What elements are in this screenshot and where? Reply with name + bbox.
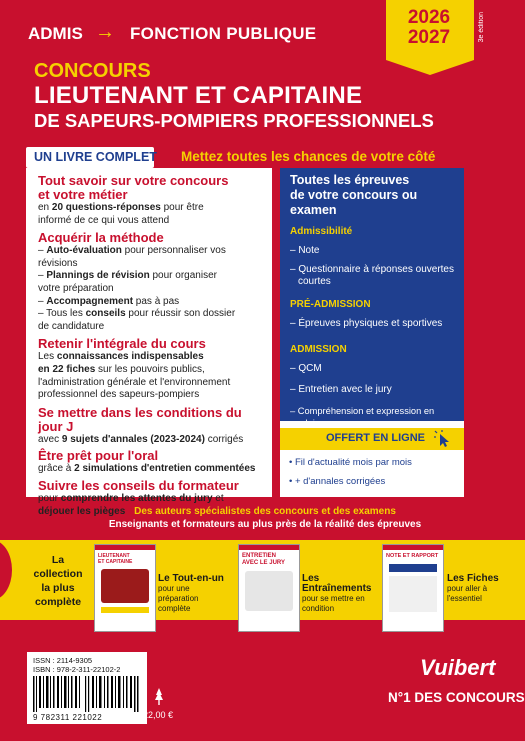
- exams-panel: [280, 168, 464, 421]
- online-offer-item: • Fil d'actualité mois par mois: [289, 457, 412, 468]
- exams-heading: de votre concours ou examen: [290, 188, 418, 217]
- feature-text: de candidature: [38, 320, 105, 332]
- feature-text: avec 9 sujets d'annales (2023-2024) corrigés: [38, 433, 244, 445]
- concours-label: CONCOURS: [34, 60, 151, 82]
- brand-admis: ADMIS: [28, 24, 83, 43]
- feature-text: – Accompagnement pas à pas: [38, 295, 180, 307]
- publisher-logo: Vuibert: [420, 655, 496, 680]
- year-label: [391, 8, 467, 48]
- book-description: Le Tout-en-un pour une préparation complète: [158, 573, 224, 613]
- book-cover-image: [389, 576, 437, 612]
- title-line-1: LIEUTENANT ET CAPITAINE: [34, 82, 363, 109]
- year-start: 2026: [407, 7, 451, 28]
- slogan: Mettez toutes les chances de votre côté: [181, 149, 436, 164]
- feature-heading: et votre métier: [38, 187, 128, 202]
- exam-item: – Épreuves physiques et sportives: [290, 317, 443, 329]
- collection-name: FONCTION PUBLIQUE: [130, 24, 317, 43]
- complete-book-label: UN LIVRE COMPLET: [34, 150, 157, 164]
- feature-text: – Plannings de révision pour organiser: [38, 270, 217, 282]
- book-description: Les Fiches pour aller à l'essentiel: [447, 573, 499, 603]
- exams-heading: Toutes les épreuves: [290, 173, 410, 187]
- authors-line-2: Enseignants et formateurs au plus près de la réalité des épreuves: [108, 519, 422, 530]
- exam-item: – Note: [290, 245, 320, 256]
- feature-text: grâce à 2 simulations d'entretien commentées: [38, 463, 256, 475]
- book-cover-stripe: [389, 564, 437, 572]
- book-cover-title: NOTE ET RAPPORT: [386, 553, 439, 559]
- exam-item: – QCM: [290, 363, 322, 375]
- publisher-slogan: N°1 DES CONCOURS: [388, 690, 525, 705]
- edition-label: 3e édition: [478, 12, 485, 43]
- online-offer-item: • + d'annales corrigées: [289, 476, 386, 487]
- feature-heading: Être prêt pour l'oral: [38, 448, 159, 464]
- admission-heading: ADMISSION: [290, 344, 347, 356]
- price: 22,00 €: [143, 710, 174, 720]
- admissibilite-heading: Admissibilité: [290, 226, 353, 237]
- book-cover-entrainements: [238, 544, 300, 632]
- feature-text: en 20 questions-réponses pour être: [38, 202, 204, 213]
- feature-text: l'administration générale et l'environnement: [38, 376, 231, 388]
- feature-text: en 22 fiches sur les pouvoirs publics,: [38, 363, 205, 375]
- feature-text: pour comprendre les attentes du jury et: [38, 492, 224, 504]
- exam-item: – Entretien avec le jury: [290, 383, 392, 395]
- book-cover-image: [101, 569, 149, 603]
- feature-heading: Retenir l'intégrale du cours: [38, 336, 206, 352]
- collection-lead-line: la plus: [41, 582, 75, 594]
- feature-text: informé de ce qui vous attend: [38, 214, 170, 226]
- collection-lead: [28, 553, 88, 609]
- feature-heading: Se mettre dans les conditions du jour J: [38, 404, 242, 434]
- book-description: Les Entraînements pour se mettre en condition: [302, 573, 372, 613]
- feature-text: – Tous les conseils pour réussir son dossier: [38, 308, 236, 320]
- book-cover-fiches: [382, 544, 444, 632]
- feature-text: – Auto-évaluation pour personnaliser vos révisions: [38, 245, 226, 269]
- exam-item: – Questionnaire à réponses ouvertes: [290, 263, 454, 275]
- issn: ISSN : 2114-9305: [33, 656, 93, 665]
- year-end: 2027: [407, 27, 451, 48]
- collection-lead-line: La collection: [33, 554, 83, 580]
- book-cover-title: LIEUTENANT ET CAPITAINE: [98, 553, 133, 565]
- book-cover-title: ENTRETIEN AVEC LE JURY: [242, 553, 286, 566]
- preadmission-heading: PRÉ-ADMISSION: [290, 298, 371, 310]
- feature-heading: Acquérir la méthode: [38, 230, 164, 246]
- online-offer-banner: [280, 428, 464, 450]
- isbn: ISBN : 978-2-311-22102-2: [33, 665, 121, 674]
- book-cover-stripe: [101, 607, 149, 613]
- book-cover-image: [245, 571, 293, 611]
- exam-item: – Compréhension et expression en: [290, 405, 435, 416]
- ean-number: 9 782311 221022: [33, 713, 103, 722]
- barcode: [33, 676, 141, 712]
- cursor-click-icon: [434, 430, 454, 448]
- feature-text: Les connaissances indispensables: [38, 351, 204, 363]
- feature-text: professionnel des sapeurs-pompiers: [38, 389, 200, 401]
- online-offer-label: OFFERT EN LIGNE: [326, 432, 425, 444]
- feature-text: déjouer les pièges: [38, 505, 126, 517]
- feature-text: votre préparation: [38, 282, 114, 294]
- feature-heading: Suivre les conseils du formateur: [38, 477, 239, 493]
- eco-label-icon: [152, 660, 166, 710]
- feature-heading: Tout savoir sur votre concours: [38, 173, 229, 188]
- title-line-2: DE SAPEURS-POMPIERS PROFESSIONNELS: [34, 110, 434, 131]
- authors-line-1: Des auteurs spécialistes des concours et des examens: [134, 506, 396, 517]
- book-cover-tout-en-un: [94, 544, 156, 632]
- exam-item: courtes: [298, 276, 331, 288]
- barcode-area: [27, 652, 147, 724]
- collection-lead-line: complète: [34, 596, 82, 608]
- arrow-icon: →: [95, 21, 115, 43]
